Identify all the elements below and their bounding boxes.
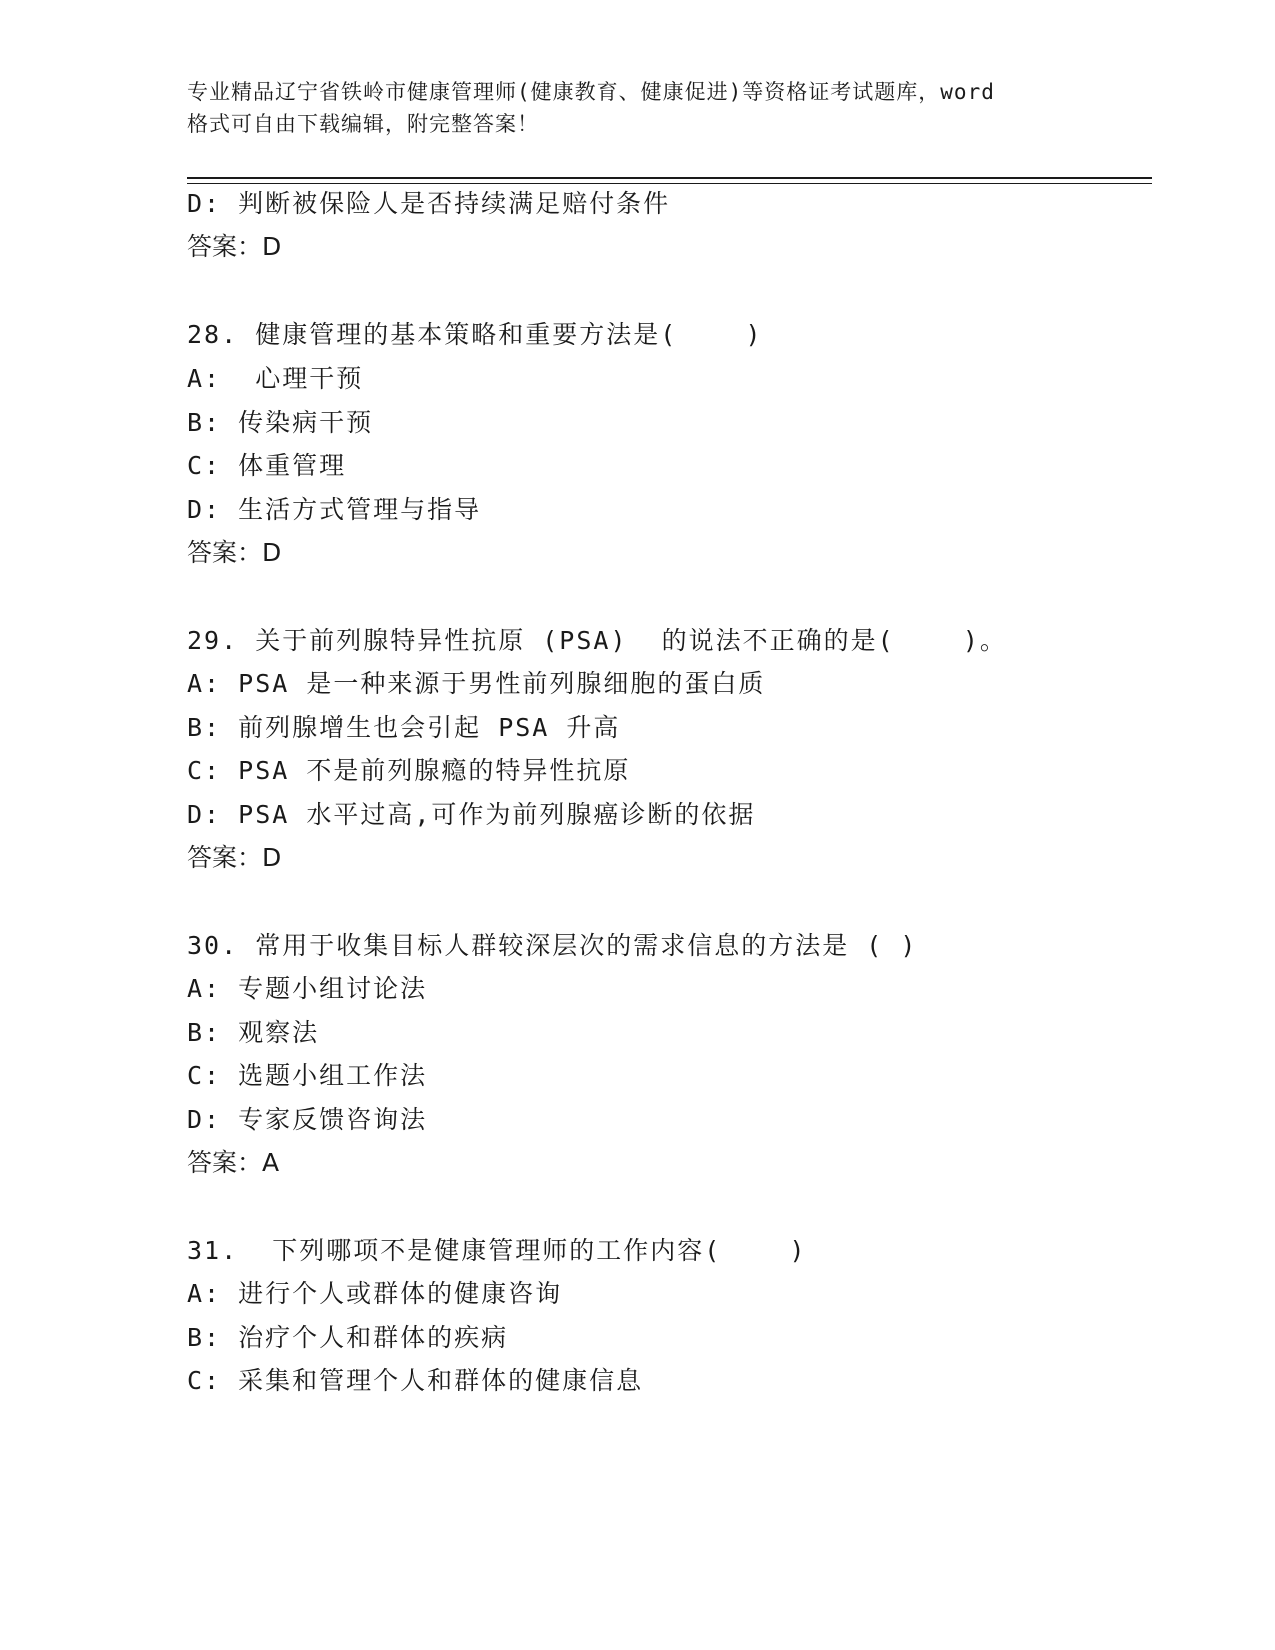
question-30-stem: 30. 常用于收集目标人群较深层次的需求信息的方法是 ( ) (187, 931, 918, 960)
question-31-option-b: B: 治疗个人和群体的疾病 (187, 1323, 509, 1352)
question-30-option-c: C: 选题小组工作法 (187, 1061, 428, 1090)
question-28-option-c: C: 体重管理 (187, 451, 347, 480)
question-30-answer: 答案：A (187, 1148, 280, 1177)
question-30-option-d: D: 专家反馈咨询法 (187, 1105, 428, 1134)
prev-option-d: D: 判断被保险人是否持续满足赔付条件 (187, 189, 671, 218)
question-29-answer: 答案：D (187, 843, 282, 872)
question-31-stem: 31. 下列哪项不是健康管理师的工作内容( ) (187, 1236, 807, 1265)
header-line-2: 格式可自由下载编辑，附完整答案！ (187, 112, 539, 136)
question-28-answer: 答案：D (187, 538, 282, 567)
header-divider-thin (187, 183, 1152, 184)
question-28-option-b: B: 传染病干预 (187, 408, 374, 437)
question-29-option-a: A: PSA 是一种来源于男性前列腺细胞的蛋白质 (187, 669, 766, 698)
question-31-option-a: A: 进行个人或群体的健康咨询 (187, 1279, 563, 1308)
document-header (187, 76, 1087, 140)
header-line-1: 专业精品辽宁省铁岭市健康管理师(健康教育、健康促进)等资格证考试题库，word (187, 80, 995, 104)
question-29-option-b: B: 前列腺增生也会引起 PSA 升高 (187, 713, 621, 742)
prev-answer: 答案：D (187, 232, 282, 261)
header-divider-thick (187, 177, 1152, 179)
question-28-option-a: A: 心理干预 (187, 364, 364, 393)
question-31-option-c: C: 采集和管理个人和群体的健康信息 (187, 1366, 644, 1395)
question-30-option-b: B: 观察法 (187, 1018, 320, 1047)
question-29-option-d: D: PSA 水平过高,可作为前列腺癌诊断的依据 (187, 800, 756, 829)
question-28-option-d: D: 生活方式管理与指导 (187, 495, 482, 524)
question-28-stem: 28. 健康管理的基本策略和重要方法是( ) (187, 320, 763, 349)
question-29-stem: 29. 关于前列腺特异性抗原 (PSA) 的说法不正确的是( )。 (187, 626, 1007, 655)
question-30-option-a: A: 专题小组讨论法 (187, 974, 428, 1003)
question-29-option-c: C: PSA 不是前列腺瘾的特异性抗原 (187, 756, 631, 785)
